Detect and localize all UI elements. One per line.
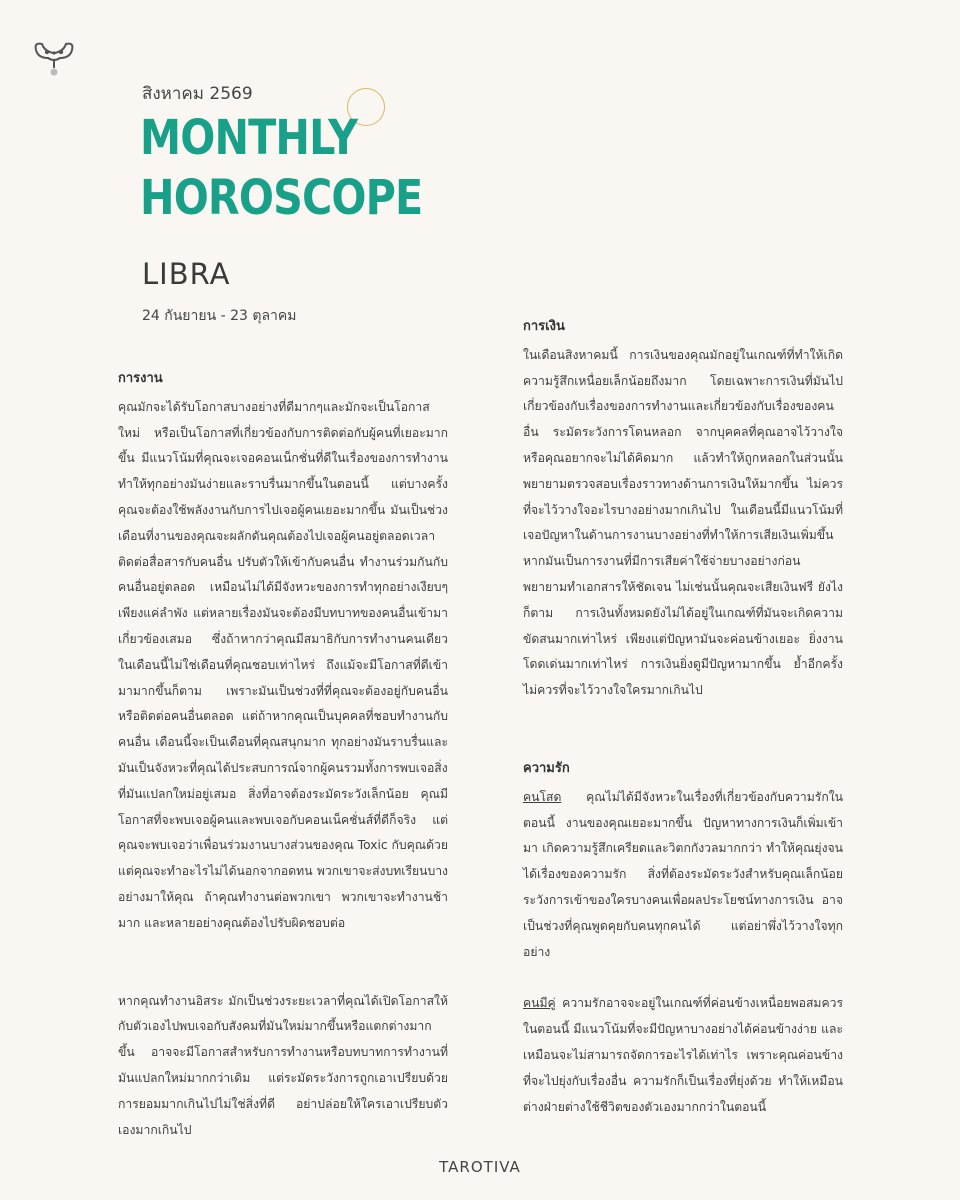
money-heading: การเงิน (523, 319, 565, 334)
title-line-2: HOROSCOPE (140, 170, 423, 226)
work-paragraph-2: หากคุณทำงานอิสระ มักเป็นช่วงระยะเวลาที่คุณได้เปิดโอกาสให้กับตัวเองไปพบเจอกับสังคมที่มันใหม่มากขึ้นหรือแตกต่างมากขึ้น อาจจะมีโอกาสสำหรับการทำงานหรือบทบาทการทำงานที่มันแปลกใหม่มากกว่าเดิม แต่ระมัดระวังการถูกเอาเปรียบด้วย การยอมมากเกินไปไม่ใช่สิ่งที่ดี อย่าปล่อยให้ใครเอาเปรียบตัวเองมากเกินไป (118, 993, 448, 1137)
love-single-paragraph (523, 785, 843, 966)
work-section (118, 366, 448, 1143)
month-label: สิงหาคม 2569 (142, 84, 253, 104)
title-line-1: MONTHLY (140, 110, 358, 166)
work-paragraph-1: คุณมักจะได้รับโอกาสบางอย่างที่ดีมากๆและมักจะเป็นโอกาสใหม่ หรือเป็นโอกาสที่เกี่ยวข้องกับการติดต่อกับผู้คนที่เยอะมากขึ้น มีแนวโน้มที่คุณจะเจอคอนเน็กชั่นที่ดีในเรื่องของการทำงาน ทำให้ทุกอย่างมันง่ายและราบรื่นมากขึ้นในตอนนี้ แต่บางครั้งคุณจะต้องใช้พลังงานกับการไปเจอผู้คนเยอะมากขึ้น มันเป็นช่วงเดือนที่งานของคุณจะผลักดันคุณต้องไปเจอผู้คนอยู่ตลอดเวลา ติดต่อสื่อสารกับคนอื่น ปรับตัวให้เข้ากับคนอื่น ทำงานร่วมกันกับคนอื่นอยู่ตลอด เหมือนไม่ได้มีจังหวะของการทำทุกอย่างเงียบๆเพียงแค่ลำพัง แต่หลายเรื่องมันจะต้องมีบทบาทของคนอื่นเข้ามาเกี่ยวข้องเสมอ ซึ่งถ้าหากว่าคุณมีสมาธิกับการทำงานคนเดียว ในเดือนนี้ไม่ใช่เดือนที่คุณชอบเท่าไหร่ ถึงแม้จะมีโอกาสที่ดีเข้ามามากขึ้นก็ตาม เพราะมันเป็นช่วงที่ที่คุณจะต้องอยู่กับคนอื่นหรือติดต่อคนอื่นตลอด แต่ถ้าหากคุณเป็นบุคคลที่ชอบทำงานกับคนอื่น เดือนนี้จะเป็นเดือนที่คุณสนุกมาก ทุกอย่างมันราบรื่นและมันเป็นจังหวะที่คุณได้ประสบการณ์จากผู้คนรวมทั้งการพบเจอสิ่งที่มันแปลกใหม่อยู่เสมอ สิ่งที่อาจต้องระมัดระวังเล็กน้อย คุณมีโอกาสที่จะพบเจอผู้คนและพบเจอกับคอนเน็คชั่นส์ที่ดีก็จริง แต่คุณจะพบเจอว่าเพื่อนร่วมงานบางส่วนของคุณ Toxic กับคุณด้วย แต่คุณจะทำอะไรไม่ได้นอกจากอดทน พวกเขาจะส่งบทเรียนบางอย่างมาให้คุณ ถ้าคุณทำงานต่อพวกเขา พวกเขาจะทำงานช้ามาก และหลายอย่างคุณต้องไปรับผิดชอบต่อ (118, 399, 448, 930)
zodiac-sign: LIBRA (142, 257, 231, 291)
couple-label: คนมีคู่ (523, 996, 556, 1011)
single-label: คนโสด (523, 789, 562, 804)
love-heading: ความรัก (523, 760, 570, 776)
money-paragraph: ในเดือนสิงหาคมนี้ การเงินของคุณมักอยู่ในเกณฑ์ที่ทำให้เกิดความรู้สึกเหนื่อยเล็กน้อยถึงมาก โดยเฉพาะการเงินที่มันไปเกี่ยวข้องกับเรื่องของการทำงานและเกี่ยวข้องกับเรื่องของคนอื่น ระมัดระวังการโดนหลอก จากบุคคลที่คุณอาจไว้วางใจหรือคุณอยากจะไม่ได้คิดมาก แล้วทำให้ถูกหลอกในส่วนนั้น พยายามตรวจสอบเรื่องราวทางด้านการเงินให้มากขึ้น ไม่ควรที่จะไว้วางใจอะไรบางอย่างมากเกินไป ในเดือนนี้มีแนวโน้มที่เจอปัญหาในด้านการงานบางอย่างที่ทำให้การเสียเงินเพิ่มขึ้น หากมันเป็นการงานที่มีการเสียค่าใช้จ่ายบางอย่างก่อน พยายามทำเอกสารให้ชัดเจน ไม่เช่นนั้นคุณจะเสียเงินฟรี ยังไงก็ตาม การเงินทั้งหมดยังไม่ได้อยู่ในเกณฑ์ที่มันจะเกิดความขัดสนมากเท่าไหร่ เพียงแต่ปัญหามันจะค่อนข้างเยอะ ยิ่งงานโดดเด่นมากเท่าไหร่ การเงินยิ่งดูมีปัญหามากขึ้น ย้ำอีกครั้ง ไม่ควรที่จะไว้วางใจใครมากเกินไป (523, 347, 843, 698)
money-love-column (523, 314, 843, 1120)
brand-logo-icon (30, 40, 78, 78)
zodiac-dates: 24 กันยายน - 23 ตุลาคม (142, 308, 297, 324)
couple-text: ความรักอาจจะอยู่ในเกณฑ์ที่ค่อนข้างเหนื่อยพอสมควรในตอนนี้ มีแนวโน้มที่จะมีปัญหาบางอย่างได้ค่อนข้างง่าย และเหมือนจะไม่สามารถจัดการอะไรได้เท่าไร เพราะคุณค่อนข้างที่จะไปยุ่งกับเรื่องอื่น ความรักก็เป็นเรื่องที่ยุ่งด้วย ทำให้เหมือนต่างฝ่ายต่างใช้ชีวิตของตัวเองมากกว่าในตอนนี้ (523, 996, 843, 1114)
page-title (140, 108, 422, 228)
love-couple-paragraph (523, 991, 843, 1120)
single-text: คุณไม่ได้มีจังหวะในเรื่องที่เกี่ยวข้องกับความรักในตอนนี้ งานของคุณเยอะมากขึ้น ปัญหาทางการเงินก็เพิ่มเข้ามา เกิดความรู้สึกเครียดและวิตกกังวลมากกว่า ทำให้คุณยุ่งจนได้เรื่องของความรัก สิ่งที่ต้องระมัดระวังสำหรับคุณเล็กน้อย ระวังการเข้าของใครบางคนเพื่อผลประโยชน์ทางการเงิน อาจเป็นช่วงที่คุณพูดคุยกับคนทุกคนได้ แต่อย่าพึ่งไว้วางใจทุกอย่าง (523, 789, 843, 959)
footer-brand: TAROTIVA (439, 1158, 521, 1176)
work-heading: การงาน (118, 371, 163, 386)
